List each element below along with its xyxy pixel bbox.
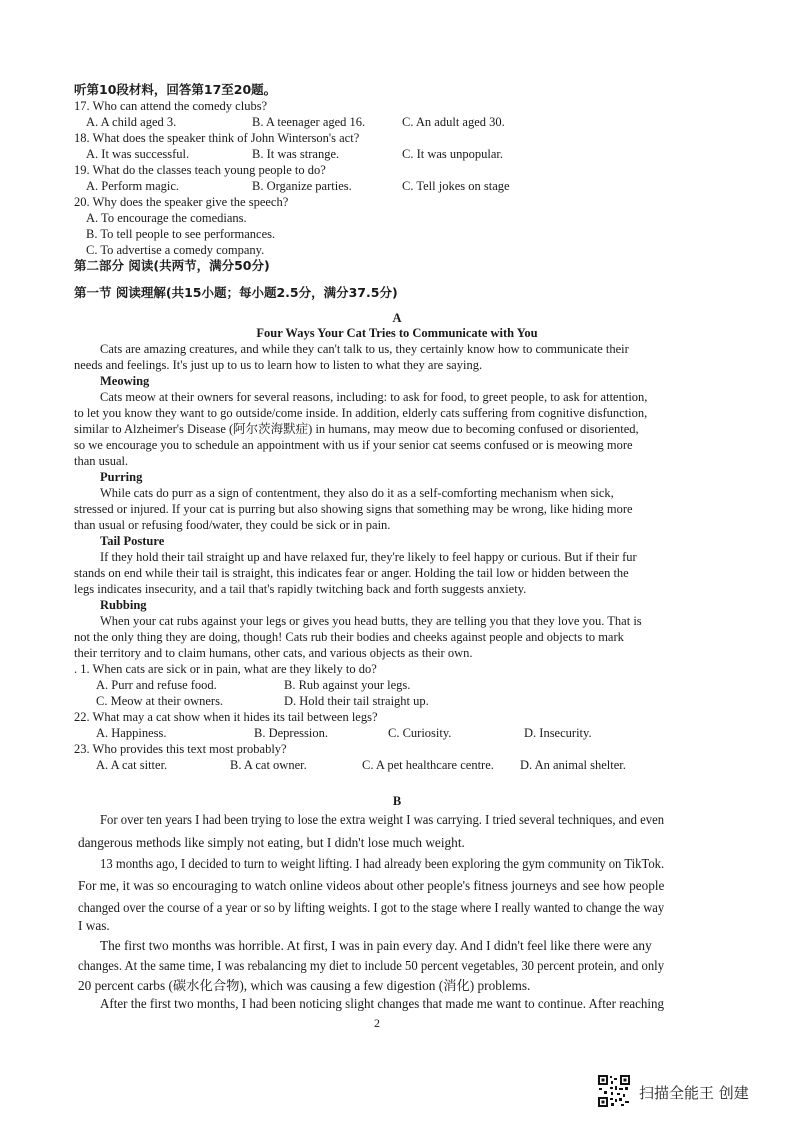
- meowing-line: similar to Alzheimer's Disease (阿尔茨海默症) in humans, may meow due to becoming confused or disoriented,: [74, 422, 639, 436]
- purring-line: While cats do purr as a sign of contentment, they also do it as a self-comforting mechanism when sick,: [100, 486, 614, 500]
- passage-b-line: 13 months ago, I decided to turn to weight lifting. I had already been exploring the gym community on TikTok.: [100, 856, 665, 871]
- option-18b: B. It was strange.: [252, 147, 340, 161]
- question-21: . 1. When cats are sick or in pain, what are they likely to do?: [74, 662, 377, 676]
- option-17b: B. A teenager aged 16.: [252, 115, 366, 129]
- rubbing-line: their territory and to claim humans, other cats, and various objects as their own.: [74, 646, 473, 660]
- passage-b-line: The first two months was horrible. At first, I was in pain every day. And I didn't feel like there were any: [100, 938, 652, 953]
- option-17a: A. A child aged 3.: [86, 115, 177, 129]
- question-20: 20. Why does the speaker give the speech?: [74, 195, 289, 209]
- option-18a: A. It was successful.: [86, 147, 190, 161]
- passage-a-intro-line: needs and feelings. It's just up to us to learn how to listen to what they are saying.: [74, 358, 483, 372]
- purring-line: stressed or injured. If your cat is purring but also showing signs that something may be wrong, like hiding more: [74, 502, 633, 516]
- tail-line: If they hold their tail straight up and have relaxed fur, they're likely to feel happy or curious. But if their fur: [100, 550, 637, 564]
- rubbing-line: not the only thing they are doing, though! Cats rub their bodies and cheeks against people and objects to mark: [74, 630, 624, 644]
- option-23a: A. A cat sitter.: [96, 758, 168, 772]
- option-22a: A. Happiness.: [96, 726, 167, 740]
- passage-b-line: For me, it was so encouraging to watch online videos about other people's fitness journeys and see how people: [78, 878, 665, 893]
- option-19b: B. Organize parties.: [252, 179, 352, 193]
- option-19a: A. Perform magic.: [86, 179, 180, 193]
- option-21c: C. Meow at their owners.: [96, 694, 224, 708]
- passage-b-line: For over ten years I had been trying to lose the extra weight I was carrying. I tried several techniques, and even: [100, 812, 665, 827]
- meowing-line: Cats meow at their owners for several reasons, including: to ask for food, to greet people, to ask for attention,: [100, 390, 648, 404]
- question-17: 17. Who can attend the comedy clubs?: [74, 99, 268, 113]
- passage-a-intro-line: Cats are amazing creatures, and while they can't talk to us, they certainly know how to communicate their: [100, 342, 629, 356]
- option-23b: B. A cat owner.: [230, 758, 307, 772]
- passage-b-line: After the first two months, I had been noticing slight changes that made me want to continue. After reaching: [100, 996, 665, 1011]
- option-20c: C. To advertise a comedy company.: [86, 243, 265, 257]
- watermark-text: 扫描全能王 创建: [639, 1084, 749, 1102]
- option-20a: A. To encourage the comedians.: [86, 211, 247, 225]
- passage-b-line: changes. At the same time, I was rebalancing my diet to include 50 percent vegetables, 30 percent protein, and only: [78, 958, 665, 973]
- option-17c: C. An adult aged 30.: [402, 115, 505, 129]
- passage-b-line: I was.: [78, 918, 110, 933]
- question-19: 19. What do the classes teach young people to do?: [74, 163, 326, 177]
- rubbing-line: When your cat rubs against your legs or gives you head butts, they are telling you that they love you. That is: [100, 614, 642, 628]
- option-18c: C. It was unpopular.: [402, 147, 504, 161]
- meowing-line: to let you know they want to go outside/come inside. In addition, elderly cats suffering from cognitive disfunction,: [74, 406, 648, 420]
- option-20b: B. To tell people to see performances.: [86, 227, 276, 241]
- option-21a: A. Purr and refuse food.: [96, 678, 217, 692]
- option-21d: D. Hold their tail straight up.: [284, 694, 429, 708]
- listening-header: 听第10段材料，回答第17至20题。: [74, 82, 277, 97]
- passage-a-letter: A: [392, 311, 402, 325]
- option-22b: B. Depression.: [254, 726, 328, 740]
- option-19c: C. Tell jokes on stage: [402, 179, 510, 193]
- heading-tail-posture: Tail Posture: [100, 534, 165, 548]
- question-23: 23. Who provides this text most probably?: [74, 742, 287, 756]
- scanner-watermark: [597, 1074, 787, 1114]
- page-number: 2: [374, 1016, 380, 1030]
- section1-title: 第一节 阅读理解(共15小题；每小题2.5分，满分37.5分): [74, 285, 398, 300]
- passage-b-line: 20 percent carbs (碳水化合物), which was causing a few digestion (消化) problems.: [78, 978, 531, 993]
- option-22c: C. Curiosity.: [388, 726, 452, 740]
- heading-rubbing: Rubbing: [100, 598, 147, 612]
- passage-b-letter: B: [392, 794, 402, 808]
- question-18: 18. What does the speaker think of John Winterson's act?: [74, 131, 360, 145]
- option-21b: B. Rub against your legs.: [284, 678, 411, 692]
- qr-code-icon: [597, 1074, 631, 1108]
- heading-purring: Purring: [100, 470, 143, 484]
- meowing-line: so we encourage you to schedule an appointment with us if your senior cat seems confused or is meowing more: [74, 438, 633, 452]
- tail-line: legs indicates insecurity, and a tail that's rapidly twitching back and forth suggests anxiety.: [74, 582, 527, 596]
- option-22d: D. Insecurity.: [524, 726, 592, 740]
- passage-b-line: changed over the course of a year or so by lifting weights. I got to the stage where I really wanted to change the way: [78, 900, 665, 915]
- tail-line: stands on end while their tail is straight, this indicates fear or anger. Holding the tail low or hidden between the: [74, 566, 629, 580]
- option-23d: D. An animal shelter.: [520, 758, 626, 772]
- heading-meowing: Meowing: [100, 374, 150, 388]
- passage-b-line: dangerous methods like simply not eating, but I didn't lose much weight.: [78, 835, 465, 850]
- option-23c: C. A pet healthcare centre.: [362, 758, 494, 772]
- meowing-line: than usual.: [74, 454, 129, 468]
- question-22: 22. What may a cat show when it hides its tail between legs?: [74, 710, 378, 724]
- passage-a-title: Four Ways Your Cat Tries to Communicate with You: [256, 326, 538, 340]
- purring-line: than usual or refusing food/water, they could be sick or in pain.: [74, 518, 391, 532]
- part2-title: 第二部分 阅读(共两节，满分50分): [74, 258, 270, 273]
